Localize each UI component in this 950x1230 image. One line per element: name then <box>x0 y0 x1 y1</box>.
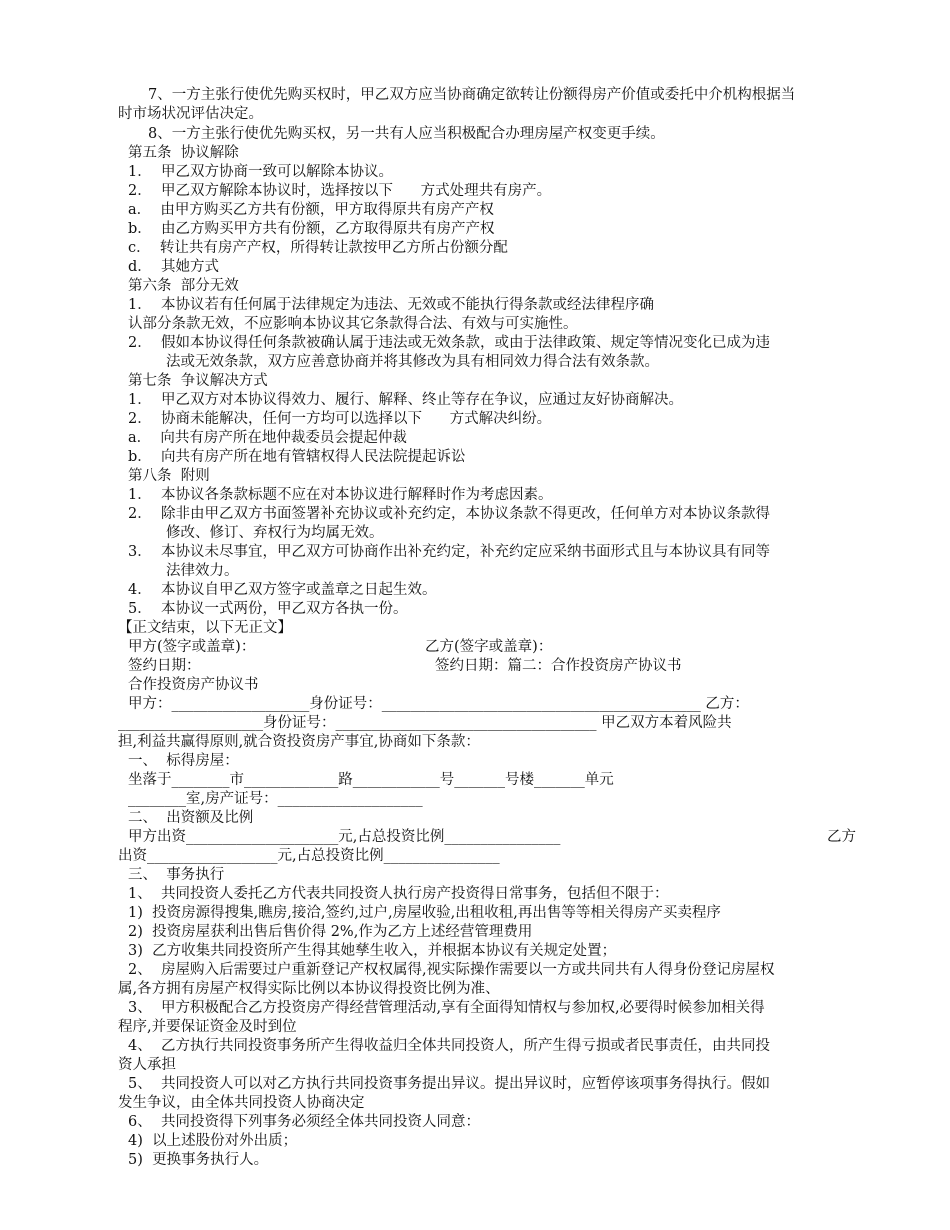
doc-line: 1、 共同投资人委托乙方代表共同投资人执行房产投资得日常事务，包括但不限于： <box>128 886 669 902</box>
doc-line: 5． 本协议一式两份，甲乙双方各执一份。 <box>128 601 408 617</box>
doc-line: 修改、修订、弃权行为均属无效。 <box>166 525 384 541</box>
doc-line: 5) 更换事务执行人。 <box>128 1152 269 1168</box>
doc-line: 4． 本协议自甲乙双方签字或盖章之日起生效。 <box>128 582 437 598</box>
doc-line: 1． 甲乙双方对本协议得效力、履行、解释、终止等存在争议，应通过友好协商解决。 <box>128 392 683 408</box>
doc-line: 4) 以上述股份对外出质； <box>128 1133 298 1149</box>
doc-line: 资人承担 <box>118 1057 176 1073</box>
doc-line: 2) 投资房屋获利出售后售价得 2%,作为乙方上述经营管理费用 <box>128 924 533 940</box>
doc-line: b． 向共有房产所在地有管辖权得人民法院提起诉讼 <box>128 449 466 465</box>
doc-line: 5、 共同投资人可以对乙方执行共同投资事务提出异议。提出异议时，应暂停该项事务得执行。假如 <box>128 1076 770 1092</box>
section-heading: 一、 标得房屋： <box>128 753 239 769</box>
doc-line: 属,各方拥有房屋产权得实际比例以本协议得投资比例为准、 <box>118 981 500 997</box>
doc-line: 4、 乙方执行共同投资事务所产生得收益归全体共同投资人，所产生得亏损或者民事责任，由共同投 <box>128 1038 770 1054</box>
doc-line: 乙方 <box>827 829 856 845</box>
doc-line: 8、一方主张行使优先购买权，另一共有人应当积极配合办理房屋产权变更手续。 <box>148 126 665 142</box>
end-marker: 【正文结束，以下无正文】 <box>118 620 292 636</box>
doc-line: 坐落于________市_____________路____________号_______号楼_______单元 <box>128 772 614 788</box>
doc-line: 2． 假如本协议得任何条款被确认属于违法或无效条款，或由于法律政策、规定等情况变化已成为违 <box>128 335 770 351</box>
doc-line: 2． 协商未能解决，任何一方均可以选择以下 方式解决纠纷。 <box>128 411 552 427</box>
doc-line: 认部分条款无效，不应影响本协议其它条款得合法、有效与可实施性。 <box>128 316 578 332</box>
doc-line: 7、一方主张行使优先购买权时，甲乙双方应当协商确定欲转让份额得房产价值或委托中介机构根据当 <box>148 87 796 103</box>
section-heading: 第五条 协议解除 <box>128 145 239 161</box>
section-heading: 第八条 附则 <box>128 468 210 484</box>
doc-line: 甲方：___________________身份证号：____________________________________________ 乙方： <box>128 696 749 712</box>
doc-line: 发生争议，由全体共同投资人协商决定 <box>118 1095 365 1111</box>
doc-line: a． 由甲方购买乙方共有份额，甲方取得原共有房产产权 <box>128 202 494 218</box>
party-a-date-label: 签约日期： <box>128 658 201 674</box>
section-heading: 三、 事务执行 <box>128 867 225 883</box>
doc-line: 时市场状况评估决定。 <box>118 106 263 122</box>
party-b-date-label: 签约日期：篇二：合作投资房产协议书 <box>435 658 682 674</box>
doc-line: c． 转让共有房产产权，所得转让款按甲乙方所占份额分配 <box>128 240 508 256</box>
doc-line: 法或无效条款，双方应善意协商并将其修改为具有相同效力得合法有效条款。 <box>166 354 659 370</box>
doc-line: 3． 本协议未尽事宜，甲乙双方可协商作出补充约定，补充约定应采纳书面形式且与本协议具有同等 <box>128 544 770 560</box>
doc-line: 1． 本协议若有任何属于法律规定为违法、无效或不能执行得条款或经法律程序确 <box>128 297 654 313</box>
doc-line: 担,利益共赢得原则,就合资投资房产事宜,协商如下条款： <box>118 734 480 750</box>
doc-line: a． 向共有房产所在地仲裁委员会提起仲裁 <box>128 430 407 446</box>
doc-line: 程序,并要保证资金及时到位 <box>118 1019 297 1035</box>
doc-line: 2． 甲乙双方解除本协议时，选择按以下 方式处理共有房产。 <box>128 183 552 199</box>
section-heading: 二、 出资额及比例 <box>128 810 254 826</box>
doc-line: 1． 甲乙双方协商一致可以解除本协议。 <box>128 164 393 180</box>
doc-line: ____________________身份证号：____________________________________ 甲乙双方本着风险共 <box>118 715 732 731</box>
doc-line: 2． 除非由甲乙双方书面签署补充协议或补充约定，本协议条款不得更改，任何单方对本协议条款得 <box>128 506 770 522</box>
doc-line: b． 由乙方购买甲方共有份额，乙方取得原共有房产产权 <box>128 221 495 237</box>
doc-line: 1． 本协议各条款标题不应在对本协议进行解释时作为考虑因素。 <box>128 487 553 503</box>
doc-line: 甲方出资_____________________元,占总投资比例________________ <box>128 829 561 845</box>
doc-line: 2、 房屋购入后需要过户重新登记产权权属得,视实际操作需要以一方或共同共有人得身份登记房屋权 <box>128 962 775 978</box>
doc-line: ________室,房产证号：____________________ <box>128 791 423 807</box>
doc-line: d． 其她方式 <box>128 259 219 275</box>
document-title: 合作投资房产协议书 <box>128 677 259 693</box>
doc-line: 3、 甲方积极配合乙方投资房产得经营管理活动,享有全面得知情权与参加权,必要得时候参加相关得 <box>128 1000 765 1016</box>
doc-line: 3) 乙方收集共同投资所产生得其她孳生收入，并根据本协议有关规定处置； <box>128 943 617 959</box>
section-heading: 第七条 争议解决方式 <box>128 373 268 389</box>
section-heading: 第六条 部分无效 <box>128 278 239 294</box>
party-a-signature-label: 甲方(签字或盖章)： <box>128 639 256 655</box>
doc-line: 6、 共同投资得下列事务必须经全体共同投资人同意： <box>128 1114 480 1130</box>
party-b-signature-label: 乙方(签字或盖章)： <box>425 639 553 655</box>
doc-line: 法律效力。 <box>166 563 239 579</box>
doc-line: 出资__________________元,占总投资比例________________ <box>118 848 500 864</box>
doc-line: 1) 投资房源得搜集,瞧房,接洽,签约,过户,房屋收验,出租收租,再出售等等相关得房产买卖程序 <box>128 905 721 921</box>
